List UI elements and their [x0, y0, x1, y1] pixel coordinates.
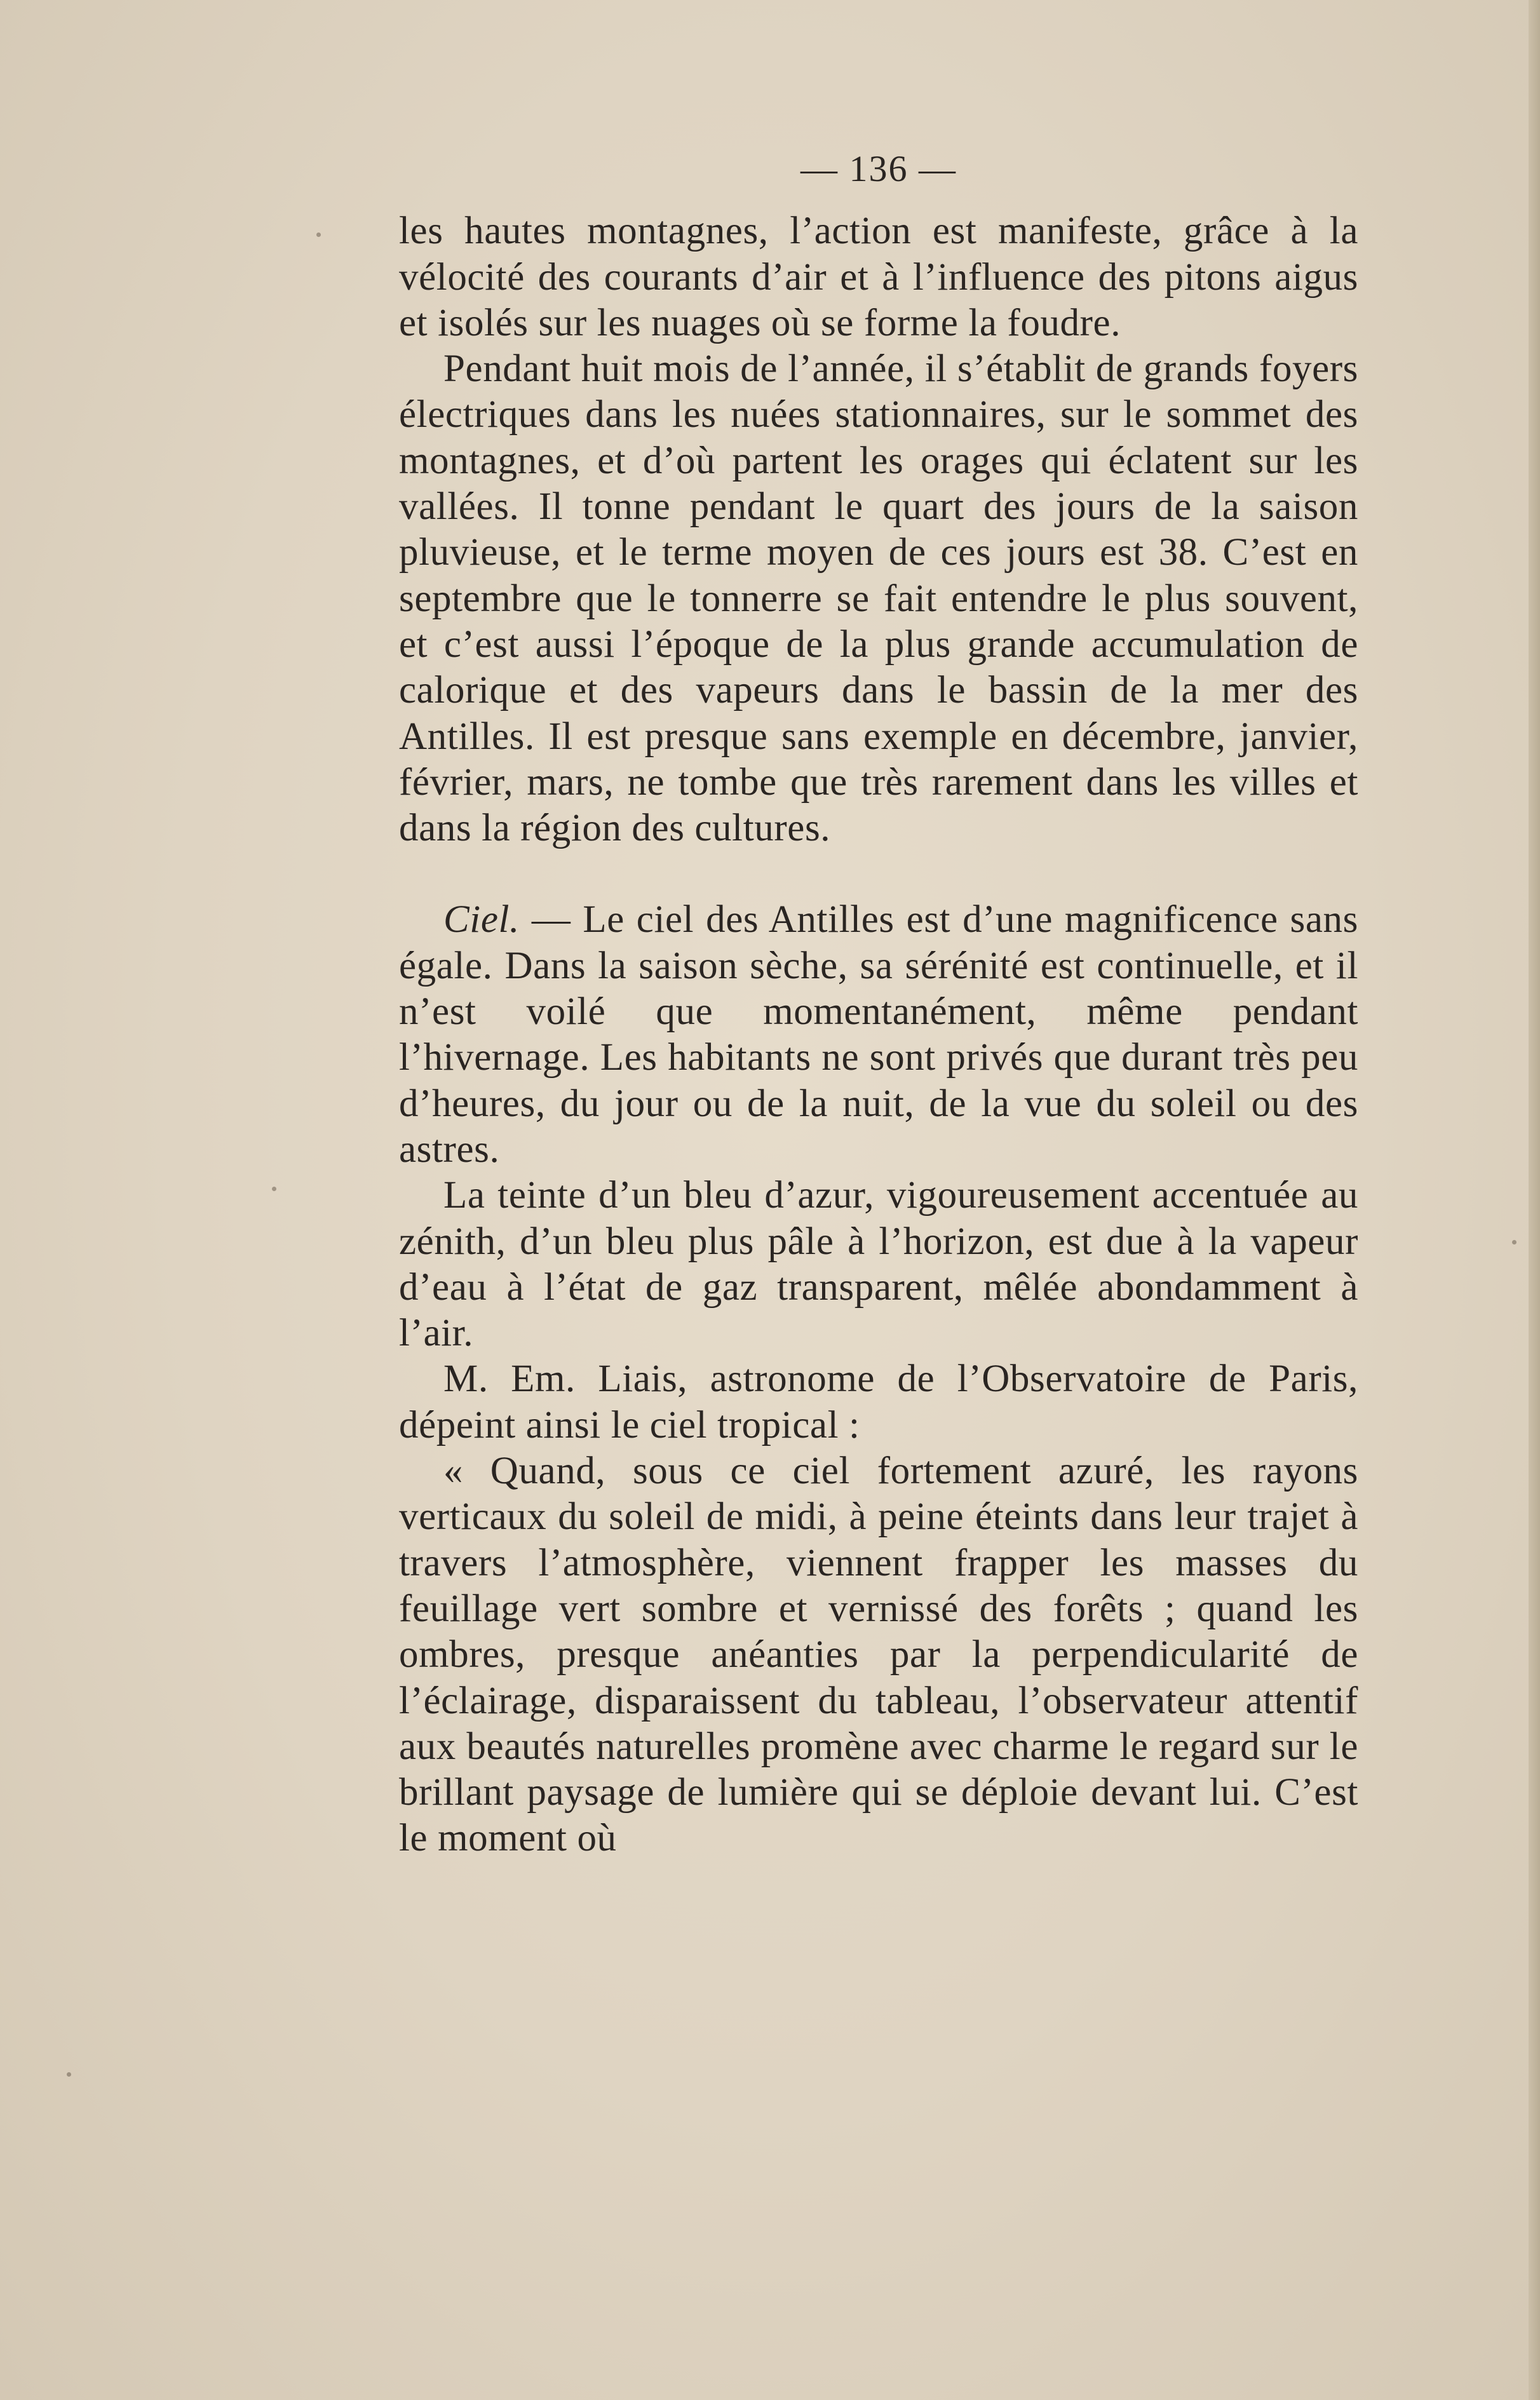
paragraph-quote: « Quand, sous ce ciel fortement azuré, les rayons verticaux du soleil de midi, à peine éteints dans leur trajet à travers l’atmosphère, viennent frapper les masses du feuillage vert sombre et vernissé des forêts ; quand les ombres, presque anéanties par la perpendicularité de l’éclairage, disparaissent du tableau, l’observateur attentif aux beautés naturelles promène avec charme le regard sur le brillant paysage de lumière qui se déploie devant lui. C’est le moment où — [399, 1450, 1358, 1860]
paper-speck — [272, 1187, 276, 1191]
paper-speck — [316, 233, 321, 237]
paragraph-continuation: les hautes montagnes, l’action est manifeste, grâce à la vélocité des courants d’air et à l’influence des pitons aigus et isolés sur les nuages où se forme la foudre. — [399, 210, 1358, 344]
section-lead-text: — Le ciel des Antilles est d’une magnificence sans égale. Dans la saison sèche, sa sérénité est continuelle, et il n’est voilé que momentanément, même pendant l’hivernage. Les habitants ne sont privés que durant très peu d’heures, du jour ou de la nuit, de la vue du soleil ou des astres. — [399, 898, 1358, 1171]
paper-speck — [67, 2072, 71, 2077]
page-edge-shadow — [1529, 0, 1540, 2400]
page-number: — 136 — — [800, 148, 957, 189]
paper-speck — [1512, 1240, 1516, 1244]
page-text — [399, 146, 1358, 1862]
section-ciel — [399, 897, 1358, 1861]
section-heading: Ciel. — [443, 898, 520, 941]
section-lead-paragraph — [399, 897, 1358, 1173]
paragraph-azure: La teinte d’un bleu d’azur, vigoureusement accentuée au zénith, d’un bleu plus pâle à l’horizon, est due à la vapeur d’eau à l’état de gaz transparent, mêlée abondamment à l’air. — [399, 1174, 1358, 1355]
paragraph-liais: M. Em. Liais, astronome de l’Observatoire de Paris, dépeint ainsi le ciel tropical : — [399, 1358, 1358, 1446]
paragraph-thunder: Pendant huit mois de l’année, il s’établit de grands foyers électriques dans les nuées stationnaires, sur le sommet des montagnes, et d’où partent les orages qui éclatent sur les vallées. Il tonne pendant le quart des jours de la saison pluvieuse, et le terme moyen de ces jours est 38. C’est en septembre que le tonnerre se fait entendre le plus souvent, et c’est aussi l’époque de la plus grande accumulation de calorique et des vapeurs dans le bassin de la mer des Antilles. Il est presque sans exemple en décembre, janvier, février, mars, ne tombe que très rarement dans les villes et dans la région des cultures. — [399, 347, 1358, 850]
